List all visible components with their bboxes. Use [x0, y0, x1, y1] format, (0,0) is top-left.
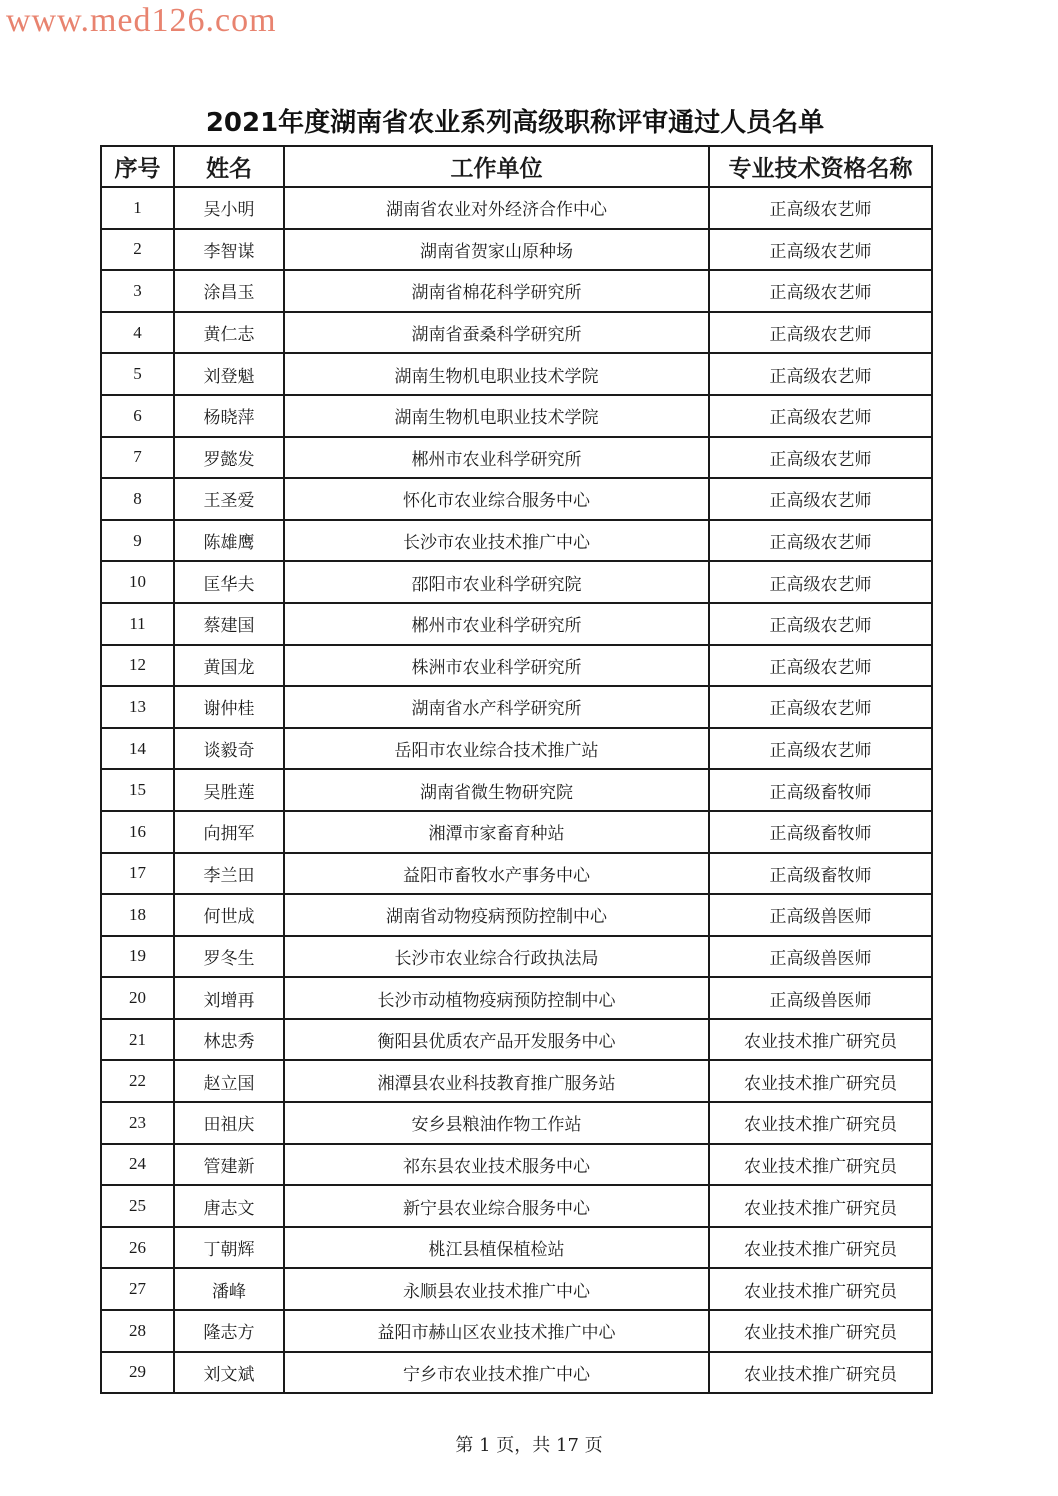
- cell-name: 王圣爱: [174, 478, 284, 520]
- table-row: [101, 936, 932, 978]
- table-row: [101, 520, 932, 562]
- cell-name: 赵立国: [174, 1060, 284, 1102]
- cell-qualification: 正高级农艺师: [709, 229, 932, 271]
- cell-name: 唐志文: [174, 1185, 284, 1227]
- cell-qualification: 农业技术推广研究员: [709, 1352, 932, 1394]
- table-row: [101, 603, 932, 645]
- cell-no: 5: [101, 353, 174, 395]
- cell-no: 9: [101, 520, 174, 562]
- table-row: [101, 187, 932, 229]
- table-header-row: [101, 146, 932, 187]
- cell-name: 刘文斌: [174, 1352, 284, 1394]
- cell-name: 黄仁志: [174, 312, 284, 354]
- cell-name: 李兰田: [174, 853, 284, 895]
- cell-qualification: 正高级农艺师: [709, 561, 932, 603]
- cell-unit: 湖南省棉花科学研究所: [284, 270, 709, 312]
- page-footer: 第 1 页，共 17 页: [455, 1435, 603, 1456]
- table-row: [101, 353, 932, 395]
- cell-no: 16: [101, 811, 174, 853]
- table-row: [101, 270, 932, 312]
- cell-unit: 湘潭县农业科技教育推广服务站: [284, 1060, 709, 1102]
- cell-qualification: 正高级农艺师: [709, 395, 932, 437]
- table-row: [101, 312, 932, 354]
- cell-name: 陈雄鹰: [174, 520, 284, 562]
- cell-name: 杨晓萍: [174, 395, 284, 437]
- cell-name: 刘增再: [174, 977, 284, 1019]
- cell-qualification: 正高级畜牧师: [709, 769, 932, 811]
- table-row: [101, 437, 932, 479]
- cell-qualification: 正高级畜牧师: [709, 811, 932, 853]
- cell-unit: 邵阳市农业科学研究院: [284, 561, 709, 603]
- table-row: [101, 395, 932, 437]
- column-header-no: 序号: [101, 146, 174, 187]
- cell-qualification: 正高级农艺师: [709, 312, 932, 354]
- cell-qualification: 正高级农艺师: [709, 437, 932, 479]
- cell-unit: 湖南省贺家山原种场: [284, 229, 709, 271]
- table-row: [101, 1102, 932, 1144]
- cell-unit: 湘潭市家畜育种站: [284, 811, 709, 853]
- table-row: [101, 1144, 932, 1186]
- cell-qualification: 正高级农艺师: [709, 603, 932, 645]
- cell-no: 29: [101, 1352, 174, 1394]
- cell-unit: 益阳市畜牧水产事务中心: [284, 853, 709, 895]
- table-row: [101, 1185, 932, 1227]
- cell-no: 26: [101, 1227, 174, 1269]
- cell-name: 罗冬生: [174, 936, 284, 978]
- cell-no: 17: [101, 853, 174, 895]
- cell-no: 13: [101, 686, 174, 728]
- cell-qualification: 农业技术推广研究员: [709, 1227, 932, 1269]
- table-row: [101, 561, 932, 603]
- cell-name: 潘峰: [174, 1268, 284, 1310]
- cell-unit: 湖南省蚕桑科学研究所: [284, 312, 709, 354]
- cell-qualification: 正高级农艺师: [709, 270, 932, 312]
- cell-no: 19: [101, 936, 174, 978]
- cell-qualification: 农业技术推广研究员: [709, 1060, 932, 1102]
- cell-unit: 祁东县农业技术服务中心: [284, 1144, 709, 1186]
- cell-no: 15: [101, 769, 174, 811]
- table-body: [101, 187, 932, 1393]
- cell-no: 2: [101, 229, 174, 271]
- table-row: [101, 769, 932, 811]
- cell-no: 20: [101, 977, 174, 1019]
- table-row: [101, 977, 932, 1019]
- cell-name: 匡华夫: [174, 561, 284, 603]
- cell-qualification: 农业技术推广研究员: [709, 1144, 932, 1186]
- cell-no: 10: [101, 561, 174, 603]
- cell-unit: 永顺县农业技术推广中心: [284, 1268, 709, 1310]
- cell-name: 田祖庆: [174, 1102, 284, 1144]
- table-row: [101, 229, 932, 271]
- cell-qualification: 正高级农艺师: [709, 645, 932, 687]
- cell-unit: 岳阳市农业综合技术推广站: [284, 728, 709, 770]
- cell-unit: 长沙市农业综合行政执法局: [284, 936, 709, 978]
- cell-name: 何世成: [174, 894, 284, 936]
- cell-no: 6: [101, 395, 174, 437]
- cell-no: 25: [101, 1185, 174, 1227]
- cell-name: 吴小明: [174, 187, 284, 229]
- cell-unit: 郴州市农业科学研究所: [284, 603, 709, 645]
- table-row: [101, 728, 932, 770]
- cell-qualification: 正高级兽医师: [709, 894, 932, 936]
- column-header-name: 姓名: [174, 146, 284, 187]
- cell-name: 黄国龙: [174, 645, 284, 687]
- cell-no: 3: [101, 270, 174, 312]
- cell-unit: 湖南省水产科学研究所: [284, 686, 709, 728]
- cell-no: 21: [101, 1019, 174, 1061]
- roster-table: [100, 145, 933, 1394]
- table-row: [101, 478, 932, 520]
- table-row: [101, 645, 932, 687]
- cell-name: 丁朝辉: [174, 1227, 284, 1269]
- table-row: [101, 1019, 932, 1061]
- cell-name: 蔡建国: [174, 603, 284, 645]
- page-title: 2021年度湖南省农业系列高级职称评审通过人员名单: [205, 108, 825, 138]
- cell-qualification: 正高级农艺师: [709, 728, 932, 770]
- cell-unit: 安乡县粮油作物工作站: [284, 1102, 709, 1144]
- cell-name: 李智谋: [174, 229, 284, 271]
- cell-no: 24: [101, 1144, 174, 1186]
- table-row: [101, 1310, 932, 1352]
- cell-no: 23: [101, 1102, 174, 1144]
- cell-unit: 怀化市农业综合服务中心: [284, 478, 709, 520]
- cell-qualification: 农业技术推广研究员: [709, 1185, 932, 1227]
- cell-unit: 郴州市农业科学研究所: [284, 437, 709, 479]
- column-header-unit: 工作单位: [284, 146, 709, 187]
- cell-no: 7: [101, 437, 174, 479]
- cell-unit: 长沙市农业技术推广中心: [284, 520, 709, 562]
- cell-qualification: 农业技术推广研究员: [709, 1268, 932, 1310]
- cell-no: 22: [101, 1060, 174, 1102]
- cell-unit: 桃江县植保植检站: [284, 1227, 709, 1269]
- cell-no: 11: [101, 603, 174, 645]
- watermark: www.med126.com: [6, 2, 277, 39]
- cell-unit: 长沙市动植物疫病预防控制中心: [284, 977, 709, 1019]
- cell-unit: 株洲市农业科学研究所: [284, 645, 709, 687]
- table-row: [101, 853, 932, 895]
- cell-name: 刘登魁: [174, 353, 284, 395]
- cell-unit: 湖南省动物疫病预防控制中心: [284, 894, 709, 936]
- cell-name: 涂昌玉: [174, 270, 284, 312]
- cell-name: 林忠秀: [174, 1019, 284, 1061]
- cell-name: 管建新: [174, 1144, 284, 1186]
- table-row: [101, 894, 932, 936]
- cell-no: 14: [101, 728, 174, 770]
- table-row: [101, 1060, 932, 1102]
- cell-unit: 宁乡市农业技术推广中心: [284, 1352, 709, 1394]
- cell-qualification: 正高级畜牧师: [709, 853, 932, 895]
- cell-unit: 衡阳县优质农产品开发服务中心: [284, 1019, 709, 1061]
- cell-unit: 湖南省农业对外经济合作中心: [284, 187, 709, 229]
- cell-unit: 湖南生物机电职业技术学院: [284, 353, 709, 395]
- cell-no: 12: [101, 645, 174, 687]
- table-row: [101, 686, 932, 728]
- cell-qualification: 正高级兽医师: [709, 977, 932, 1019]
- cell-unit: 新宁县农业综合服务中心: [284, 1185, 709, 1227]
- cell-unit: 益阳市赫山区农业技术推广中心: [284, 1310, 709, 1352]
- cell-name: 吴胜莲: [174, 769, 284, 811]
- cell-no: 18: [101, 894, 174, 936]
- cell-no: 1: [101, 187, 174, 229]
- cell-unit: 湖南生物机电职业技术学院: [284, 395, 709, 437]
- cell-qualification: 正高级农艺师: [709, 478, 932, 520]
- table-row: [101, 811, 932, 853]
- table-row: [101, 1268, 932, 1310]
- cell-name: 隆志方: [174, 1310, 284, 1352]
- cell-no: 4: [101, 312, 174, 354]
- table-row: [101, 1227, 932, 1269]
- column-header-qualification: 专业技术资格名称: [709, 146, 932, 187]
- cell-name: 谢仲桂: [174, 686, 284, 728]
- cell-qualification: 农业技术推广研究员: [709, 1310, 932, 1352]
- cell-name: 谈毅奇: [174, 728, 284, 770]
- cell-qualification: 正高级农艺师: [709, 520, 932, 562]
- cell-qualification: 农业技术推广研究员: [709, 1019, 932, 1061]
- cell-qualification: 农业技术推广研究员: [709, 1102, 932, 1144]
- table-row: [101, 1352, 932, 1394]
- cell-name: 罗懿发: [174, 437, 284, 479]
- cell-name: 向拥军: [174, 811, 284, 853]
- cell-qualification: 正高级农艺师: [709, 353, 932, 395]
- cell-unit: 湖南省微生物研究院: [284, 769, 709, 811]
- cell-qualification: 正高级农艺师: [709, 187, 932, 229]
- cell-no: 28: [101, 1310, 174, 1352]
- cell-qualification: 正高级兽医师: [709, 936, 932, 978]
- cell-no: 8: [101, 478, 174, 520]
- cell-qualification: 正高级农艺师: [709, 686, 932, 728]
- cell-no: 27: [101, 1268, 174, 1310]
